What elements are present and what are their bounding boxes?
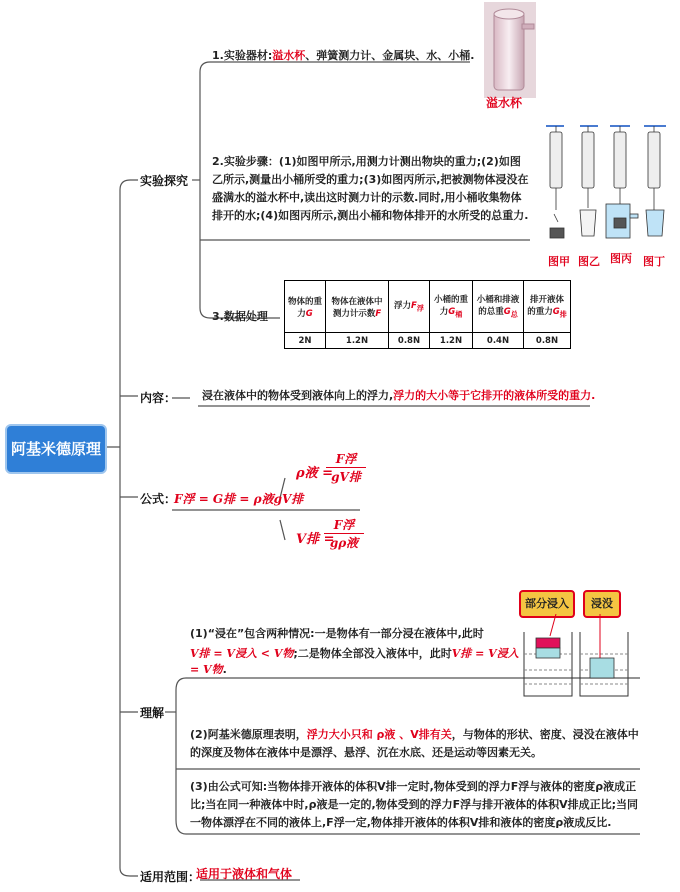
table-cell: 0.8N — [524, 333, 571, 349]
branch-understanding[interactable]: 理解 — [140, 706, 165, 720]
figure-label-c: 图丙 — [610, 252, 632, 265]
figure-label-b: 图乙 — [578, 255, 600, 268]
equipment-text: 1.实验器材:溢水杯、弹簧测力计、金属块、水、小桶. — [212, 49, 475, 62]
table-cell: 1.2N — [430, 333, 473, 349]
branch-scope[interactable]: 适用范围： — [140, 870, 201, 884]
branch-experiment[interactable]: 实验探究 — [140, 174, 189, 188]
data-table — [284, 280, 571, 349]
formula-v-label: V排 = — [296, 532, 335, 547]
table-cell: 2N — [285, 333, 326, 349]
callout-partial: 部分浸入 — [519, 590, 575, 618]
formula-rho-label: ρ液 = — [296, 466, 334, 481]
callout-full: 浸没 — [583, 590, 621, 618]
formula-rho-fraction: F浮 gV排 — [326, 450, 366, 485]
scope-text: 适用于液体和气体 — [196, 867, 293, 881]
table-header: 浮力$F_浮$ — [389, 281, 430, 333]
table-header: 小桶的重力$G_桶$ — [430, 281, 473, 333]
understanding-p2: (2)阿基米德原理表明，浮力大小只和 ρ液 、V排有关，与物体的形状、密度、浸没在液体中的深度及物体在液体中是漂浮、悬浮、沉在水底、还是运动等因素无关。 — [190, 728, 639, 759]
root-topic[interactable]: 阿基米德原理 — [5, 424, 107, 474]
content-text: 浸在液体中的物体受到液体向上的浮力,浮力的大小等于它排开的液体所受的重力. — [202, 389, 596, 402]
table-header: 小桶和排液的总重$G_总$ — [473, 281, 524, 333]
beaker-illustration — [516, 614, 636, 704]
figure-label-a: 图甲 — [548, 255, 570, 268]
formula-v-fraction: F浮 gρ液 — [324, 516, 364, 551]
table-header: 物体在液体中测力计示数F — [326, 281, 389, 333]
apparatus-figures — [544, 118, 674, 252]
table-cell: 0.4N — [473, 333, 524, 349]
branch-content[interactable]: 内容： — [140, 391, 177, 405]
understanding-p3: (3)由公式可知:当物体排开液体的体积V排一定时,物体受到的浮力F浮与液体的密度ρ液成正比;当在同一种液体中时,ρ液是一定的,物体受到的浮力F浮与排开液体的体积V排成正比;当同一物体漂浮在不同的液体上,F浮一定,物体排开液体的体积V排和液体的密度ρ液成反比. — [190, 780, 639, 829]
data-processing-label: 3.数据处理 — [212, 310, 268, 323]
overflow-cup-image — [484, 2, 536, 98]
understanding-p1-line1: (1)“浸在”包含两种情况:一是物体有一部分浸在液体中,此时 — [190, 627, 484, 640]
table-cell: 0.8N — [389, 333, 430, 349]
formula-main: F浮 = G排 = ρ液gV排 — [174, 492, 304, 506]
steps-text: 2.实验步骤：(1)如图甲所示,用测力计测出物块的重力;(2)如图乙所示,测量出小桶所受的重力;(3)如图丙所示,把被测物体浸没在盛满水的溢水杯中,读出这时测力计的示数.同时,用小桶收集物体排开的水;(4)如图丙所示,测出小桶和物体排开的水所受的总重力. — [212, 155, 529, 222]
table-header: 物体的重力G — [285, 281, 326, 333]
understanding-p1-line2: V排 = V浸入 < V物;二是物体全部没入液体中，此时V排 = V浸入 = V物. — [190, 647, 519, 676]
table-cell: 1.2N — [326, 333, 389, 349]
cup-label: 溢水杯 — [486, 96, 523, 110]
figure-label-d: 图丁 — [643, 255, 665, 268]
table-header: 排开液体的重力$G_排$ — [524, 281, 571, 333]
branch-formula[interactable]: 公式： — [140, 492, 177, 506]
